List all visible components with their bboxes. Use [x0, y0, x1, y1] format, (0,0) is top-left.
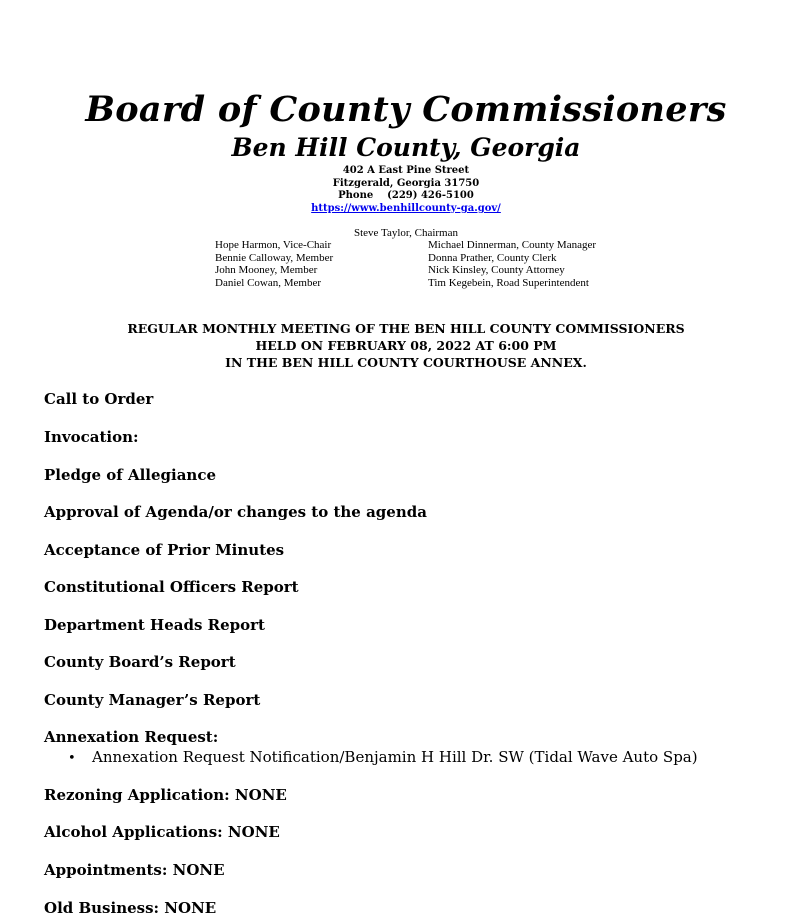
- official-name: Donna Prather, County Clerk: [428, 251, 557, 264]
- agenda-item: Annexation Request:: [44, 728, 219, 746]
- document-title: Board of County Commissioners: [85, 89, 727, 130]
- agenda-item: Call to Order: [44, 390, 154, 408]
- officials-right-column: [428, 239, 596, 289]
- chairman-name: Steve Taylor, Chairman: [354, 227, 458, 239]
- address-street: 402 A East Pine Street: [342, 165, 470, 176]
- agenda-item: County Board’s Report: [44, 653, 236, 671]
- agenda-item: Pledge of Allegiance: [44, 466, 217, 484]
- agenda-item: Appointments: NONE: [44, 861, 225, 879]
- agenda-item: Invocation:: [44, 428, 139, 446]
- bullet-icon: •: [68, 751, 76, 766]
- agenda-item: Constitutional Officers Report: [44, 578, 299, 596]
- officials-left-column: [215, 239, 333, 289]
- meeting-heading-line: REGULAR MONTHLY MEETING OF THE BEN HILL COUNTY COMMISSIONERS: [127, 321, 685, 336]
- meeting-heading-line: IN THE BEN HILL COUNTY COURTHOUSE ANNEX.: [225, 355, 587, 370]
- agenda-item: Approval of Agenda/or changes to the agenda: [44, 503, 427, 521]
- meeting-heading-line: HELD ON FEBRUARY 08, 2022 AT 6:00 PM: [255, 338, 557, 353]
- official-name: Tim Kegebein, Road Superintendent: [428, 276, 589, 289]
- address-city: Fitzgerald, Georgia 31750: [332, 178, 480, 189]
- official-name: Hope Harmon, Vice-Chair: [215, 239, 332, 251]
- agenda-item: Alcohol Applications: NONE: [44, 823, 280, 841]
- annexation-sub-item: [68, 747, 698, 769]
- agenda-item: Rezoning Application: NONE: [44, 786, 287, 804]
- agenda-item: Old Business: NONE: [44, 899, 217, 917]
- official-name: Michael Dinnerman, County Manager: [428, 239, 597, 251]
- address-phone: Phone (229) 426-5100: [338, 190, 474, 201]
- website-link[interactable]: https://www.benhillcounty-ga.gov/: [311, 203, 501, 214]
- annexation-sub-item-text: Annexation Request Notification/Benjamin H Hill Dr. SW (Tidal Wave Auto Spa): [92, 748, 698, 766]
- official-name: Bennie Calloway, Member: [215, 251, 334, 264]
- agenda-item: Acceptance of Prior Minutes: [44, 541, 285, 559]
- official-name: Daniel Cowan, Member: [215, 276, 321, 289]
- meeting-heading: [0, 320, 812, 371]
- official-name: John Mooney, Member: [215, 264, 318, 276]
- agenda-item: Department Heads Report: [44, 616, 265, 634]
- agenda-item: County Manager’s Report: [44, 691, 261, 709]
- official-name: Nick Kinsley, County Attorney: [428, 264, 565, 276]
- document-subtitle: Ben Hill County, Georgia: [231, 133, 581, 162]
